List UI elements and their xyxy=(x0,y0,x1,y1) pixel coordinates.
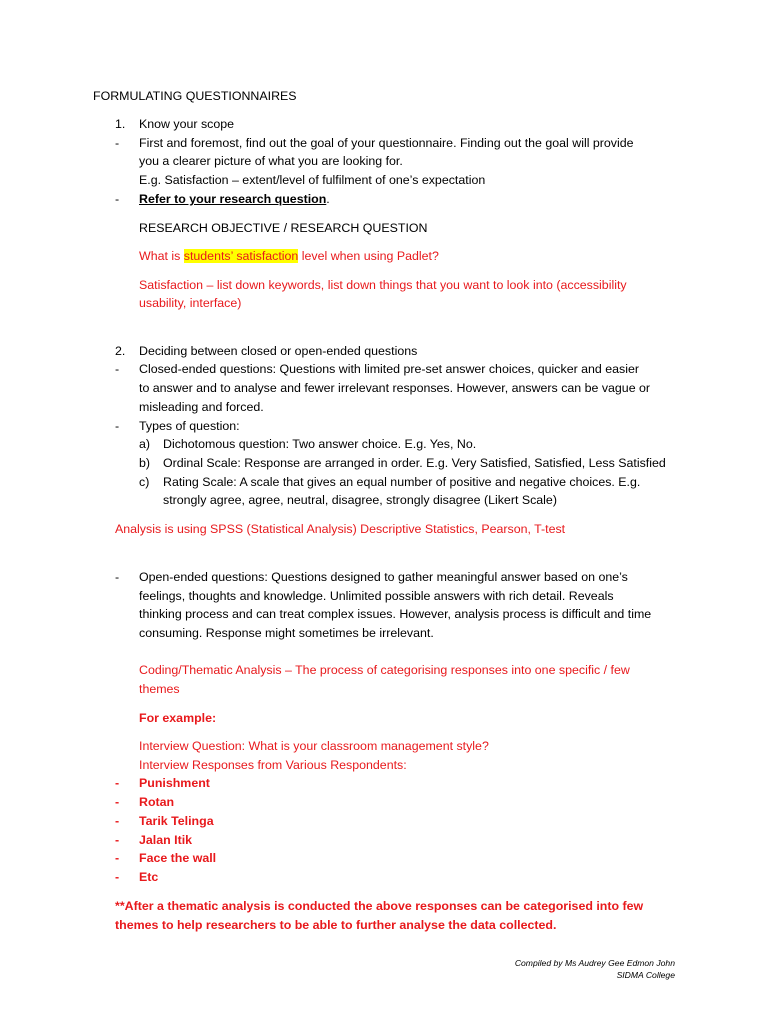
type-item-c-line-2: strongly agree, agree, neutral, disagree, strongly disagree (Likert Scale) xyxy=(163,493,557,507)
bullet-dash: - xyxy=(115,419,120,433)
bullet-dash: - xyxy=(115,870,120,884)
type-marker: a) xyxy=(139,437,151,451)
bullet-dash: - xyxy=(115,776,120,790)
footer-college: SIDMA College xyxy=(616,970,675,980)
research-objective-label: RESEARCH OBJECTIVE / RESEARCH QUESTION xyxy=(139,221,428,235)
type-text: Ordinal Scale: Response are arranged in order. E.g. Very Satisfied, Satisfied, Less Satisfied xyxy=(163,456,666,470)
interview-question: Interview Question: What is your classroom management style? xyxy=(139,739,489,753)
open-ended-line-4: consuming. Response might sometimes be irrelevant. xyxy=(139,626,434,640)
scope-bullet-1-line-2: you a clearer picture of what you are looking for. xyxy=(139,154,403,168)
refer-research-question xyxy=(139,192,330,207)
bullet-dash: - xyxy=(115,192,120,206)
bullet-dash: - xyxy=(115,795,120,809)
response-text: Rotan xyxy=(139,795,175,809)
coding-note-line-1: Coding/Thematic Analysis – The process of categorising responses into one specific / few xyxy=(139,663,630,677)
example-label: For example: xyxy=(139,711,217,725)
section-1-number: 1. xyxy=(115,117,126,131)
scope-bullet-1-line-3: E.g. Satisfaction – extent/level of fulfilment of one’s expectation xyxy=(139,173,486,187)
response-text: Punishment xyxy=(139,776,210,790)
footer-compiled-by: Compiled by Ms Audrey Gee Edmon John xyxy=(514,958,675,968)
document-title: FORMULATING QUESTIONNAIRES xyxy=(93,89,297,103)
bullet-dash: - xyxy=(115,851,120,865)
closed-ended-line-2: to answer and to analyse and fewer irrelevant responses. However, answers can be vague or xyxy=(139,381,651,395)
bullet-dash: - xyxy=(115,136,120,150)
refer-period: . xyxy=(326,192,330,206)
research-question-highlight: students’ satisfaction xyxy=(183,249,299,263)
response-text: Face the wall xyxy=(139,851,217,865)
bullet-dash: - xyxy=(115,570,120,584)
type-marker: b) xyxy=(139,456,151,470)
refer-research-question-text: Refer to your research question xyxy=(139,192,327,206)
section-2-heading: Deciding between closed or open-ended questions xyxy=(139,344,418,358)
coding-note-line-2: themes xyxy=(139,682,180,696)
bullet-dash: - xyxy=(115,814,120,828)
section-1-heading: Know your scope xyxy=(139,117,235,131)
satisfaction-note-line-2: usability, interface) xyxy=(139,296,242,310)
response-text: Jalan Itik xyxy=(139,833,193,847)
closed-ended-line-1: Closed-ended questions: Questions with limited pre-set answer choices, quicker and easier xyxy=(139,362,640,376)
open-ended-line-3: thinking process and can treat complex issues. However, analysis process is difficult and time xyxy=(139,607,652,621)
open-ended-line-2: feelings, thoughts and knowledge. Unlimited possible answers with rich detail. Reveals xyxy=(139,589,614,603)
open-ended-line-1: Open-ended questions: Questions designed to gather meaningful answer based on one’s xyxy=(139,570,628,584)
bullet-dash: - xyxy=(115,833,120,847)
research-question-pre: What is xyxy=(139,249,184,263)
research-question xyxy=(139,249,439,264)
scope-bullet-1-line-1: First and foremost, find out the goal of your questionnaire. Finding out the goal will provide xyxy=(139,136,634,150)
conclusion-line-1: **After a thematic analysis is conducted the above responses can be categorised into few xyxy=(115,899,644,913)
conclusion-line-2: themes to help researchers to be able to further analyse the data collected. xyxy=(115,918,557,932)
analysis-note: Analysis is using SPSS (Statistical Analysis) Descriptive Statistics, Pearson, T-test xyxy=(115,522,566,536)
research-question-post: level when using Padlet? xyxy=(298,249,439,263)
satisfaction-note-line-1: Satisfaction – list down keywords, list down things that you want to look into (accessibility xyxy=(139,278,627,292)
section-2-number: 2. xyxy=(115,344,126,358)
type-marker: c) xyxy=(139,475,150,489)
interview-responses-label: Interview Responses from Various Respondents: xyxy=(139,758,407,772)
closed-ended-line-3: misleading and forced. xyxy=(139,400,264,414)
type-text: Dichotomous question: Two answer choice. E.g. Yes, No. xyxy=(163,437,477,451)
response-text: Etc xyxy=(139,870,159,884)
types-heading: Types of question: xyxy=(139,419,240,433)
bullet-dash: - xyxy=(115,362,120,376)
response-text: Tarik Telinga xyxy=(139,814,214,828)
type-text: Rating Scale: A scale that gives an equal number of positive and negative choices. E.g. xyxy=(163,475,641,489)
